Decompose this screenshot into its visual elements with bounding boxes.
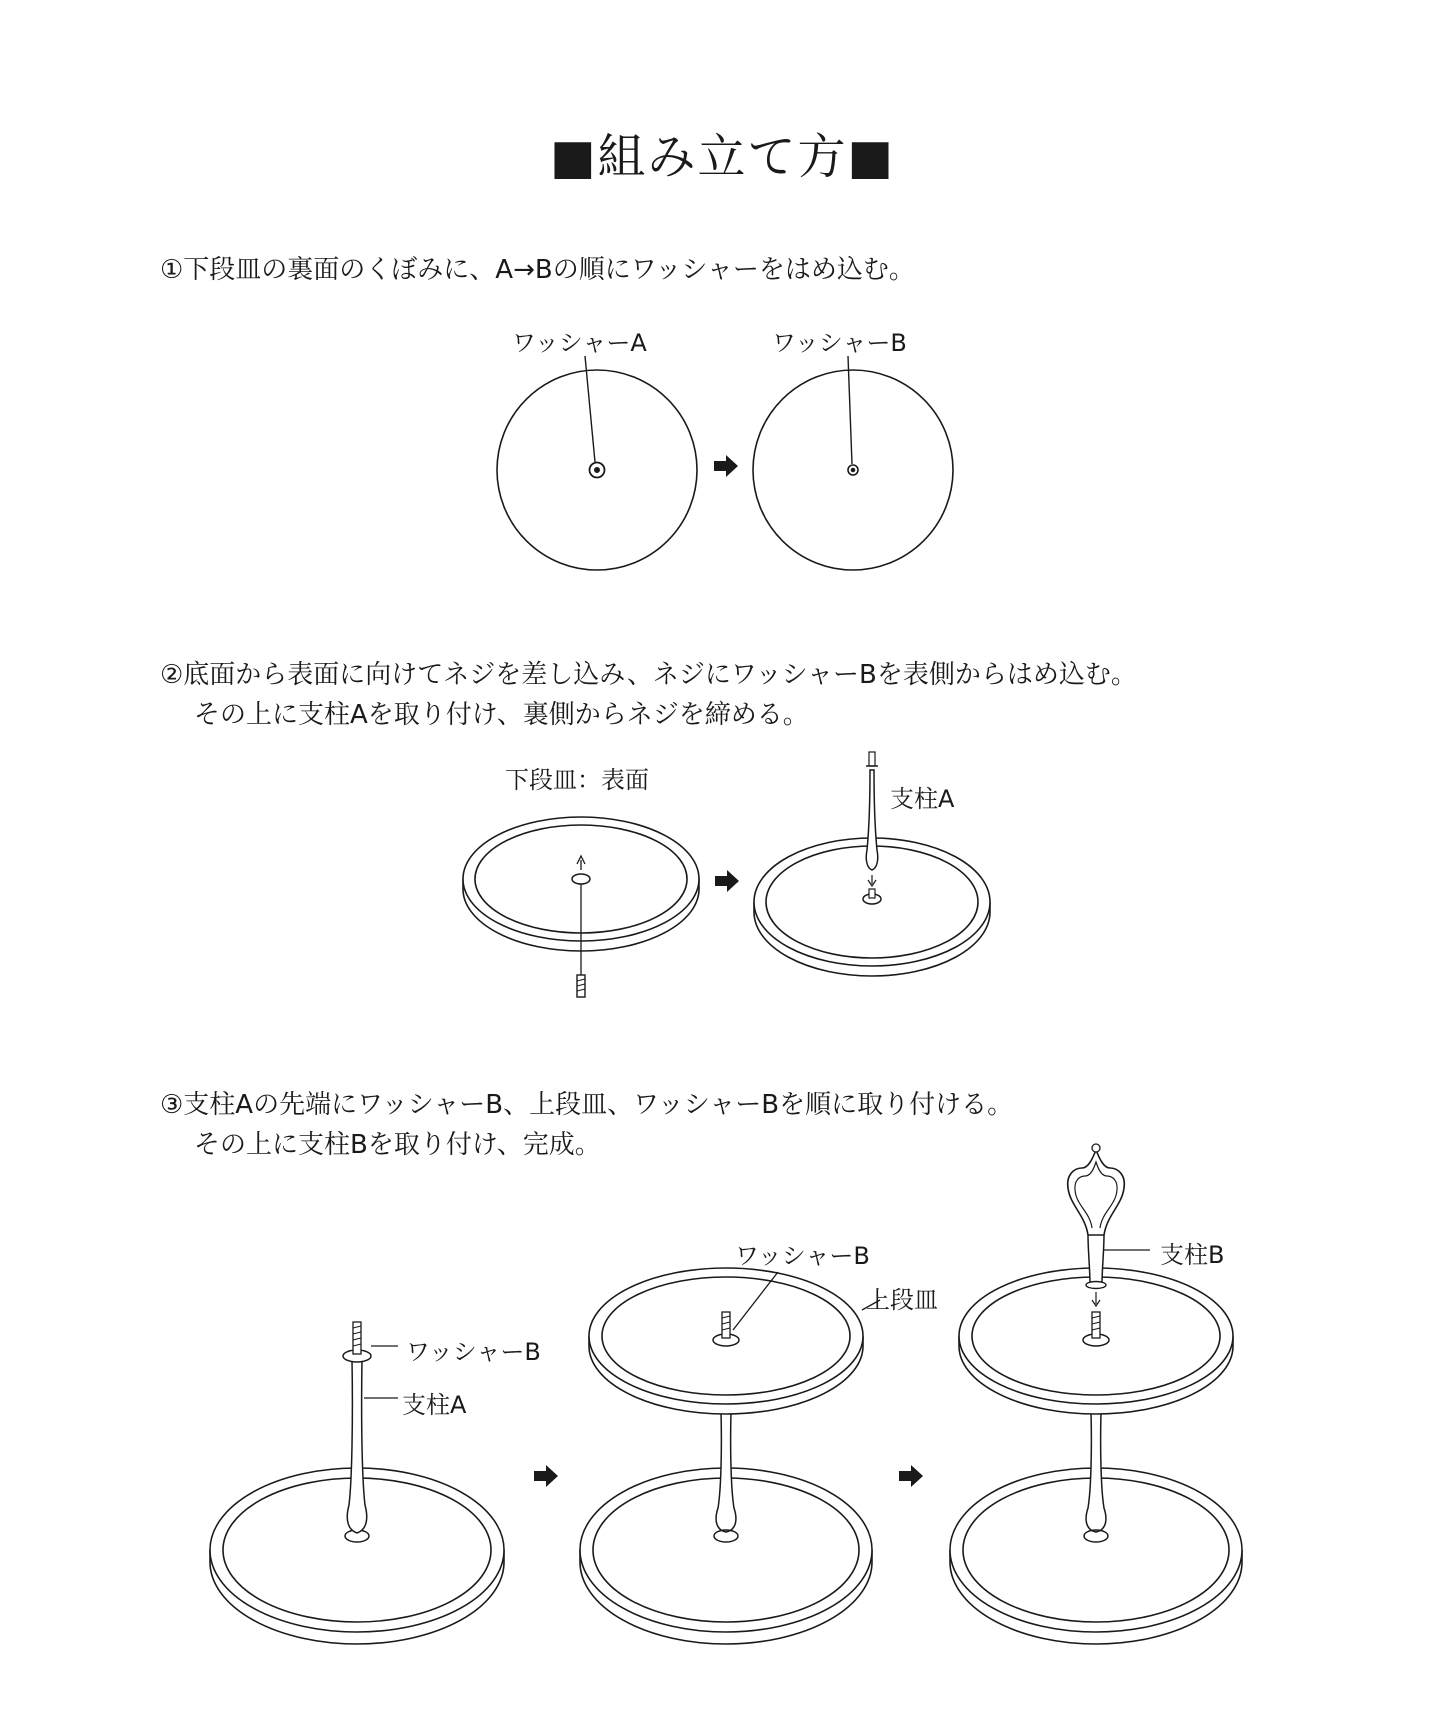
- step-2-arrow-icon: [715, 870, 739, 892]
- step-1-arrow-icon: [714, 455, 738, 477]
- label-washer-b-step1: ワッシャーB: [772, 329, 907, 357]
- step-1-plate-washer-a: [497, 356, 697, 570]
- label-pillar-a-step2: 支柱A: [890, 785, 955, 813]
- page-title: ■組み立て方■: [550, 129, 895, 185]
- label-washer-b-step3b: ワッシャーB: [735, 1242, 870, 1270]
- label-lower-plate-top: 下段皿：表面: [505, 766, 649, 794]
- step-1-line-1: ①下段皿の裏面のくぼみに、A→Bの順にワッシャーをはめ込む。: [160, 255, 915, 285]
- step-3-lower-plate-with-pillar: [210, 1322, 504, 1644]
- step-2-lower-plate-screw: [463, 817, 699, 997]
- step-3-arrow-icon-1: [534, 1465, 558, 1487]
- step-3-pillar-b-added: [950, 1144, 1242, 1644]
- step-3-upper-plate-added: [580, 1268, 880, 1644]
- step-1-plate-washer-b: [753, 356, 953, 570]
- label-washer-b-step3a: ワッシャーB: [406, 1338, 541, 1366]
- step-2-line-1: ②底面から表面に向けてネジを差し込み、ネジにワッシャーBを表側からはめ込む。: [160, 660, 1137, 690]
- label-pillar-a-step3: 支柱A: [402, 1391, 467, 1419]
- step-3-line-2: その上に支柱Bを取り付け、完成。: [194, 1130, 601, 1160]
- step-2-plate-with-pillar-a: [754, 752, 990, 976]
- step-2-line-2: その上に支柱Aを取り付け、裏側からネジを締める。: [194, 700, 809, 730]
- label-washer-a: ワッシャーA: [512, 329, 647, 357]
- label-pillar-b: 支柱B: [1160, 1241, 1225, 1269]
- step-3-line-1: ③支柱Aの先端にワッシャーB、上段皿、ワッシャーBを順に取り付ける。: [160, 1090, 1014, 1120]
- step-3-arrow-icon-2: [899, 1465, 923, 1487]
- label-upper-plate: 上段皿: [866, 1286, 938, 1314]
